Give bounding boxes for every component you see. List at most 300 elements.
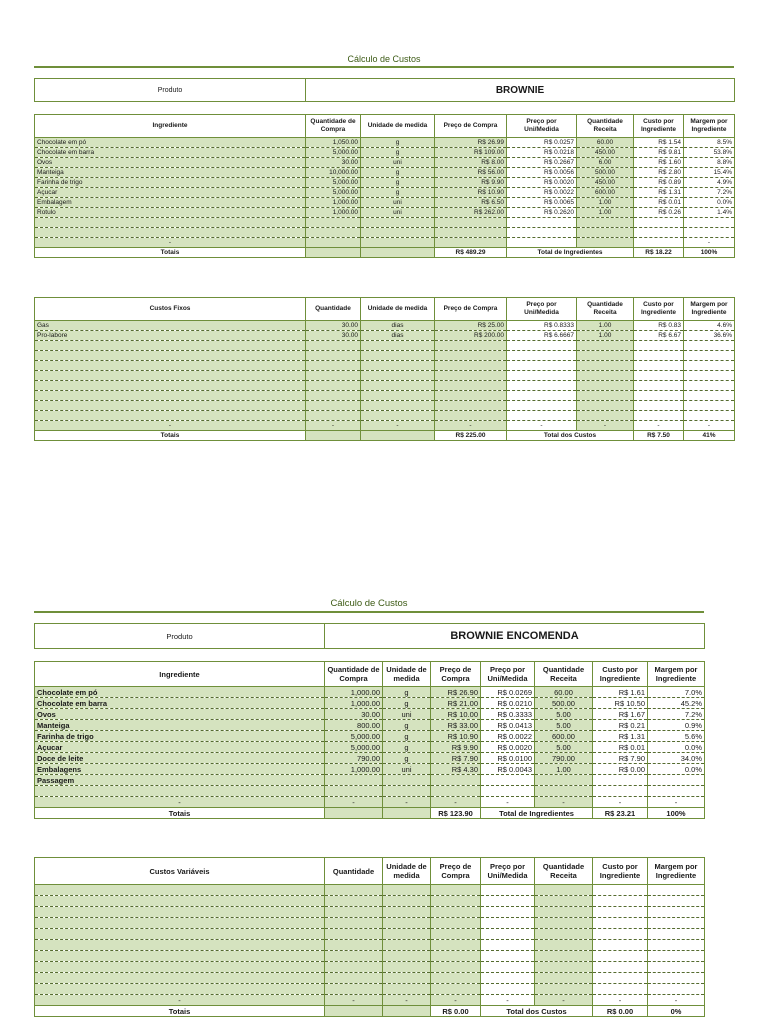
table-cell[interactable] [507, 391, 577, 401]
table-cell[interactable]: uni [361, 198, 435, 208]
table-cell[interactable]: 7.2% [648, 709, 705, 720]
table-cell[interactable] [361, 391, 435, 401]
table-cell[interactable] [361, 228, 435, 238]
table-cell[interactable] [35, 218, 306, 228]
table-cell[interactable] [383, 973, 431, 984]
table-cell[interactable]: 30.00 [306, 321, 361, 331]
table-cell[interactable] [383, 984, 431, 995]
table-cell[interactable] [35, 918, 325, 929]
table-cell[interactable] [481, 951, 535, 962]
table-cell[interactable]: g [361, 168, 435, 178]
table-cell[interactable]: Manteiga [35, 168, 306, 178]
table-cell[interactable] [35, 951, 325, 962]
table-cell[interactable]: R$ 0.0257 [507, 138, 577, 148]
table-cell[interactable] [634, 228, 684, 238]
table-cell[interactable] [325, 885, 383, 896]
table-cell[interactable]: 5.00 [535, 709, 593, 720]
table-cell[interactable]: 500.00 [577, 168, 634, 178]
table-cell[interactable] [684, 381, 735, 391]
table-cell[interactable] [35, 896, 325, 907]
table-cell[interactable] [383, 940, 431, 951]
table-cell[interactable] [577, 341, 634, 351]
table-cell[interactable]: Farinha de trigo [35, 731, 325, 742]
table-cell[interactable]: R$ 33.00 [431, 720, 481, 731]
table-cell[interactable]: 790.00 [325, 753, 383, 764]
table-cell[interactable]: dias [361, 321, 435, 331]
table-cell[interactable] [481, 929, 535, 940]
table-cell[interactable]: - [325, 797, 383, 808]
table-cell[interactable] [383, 962, 431, 973]
table-cell[interactable] [481, 896, 535, 907]
table-cell[interactable] [35, 984, 325, 995]
table-cell[interactable] [481, 907, 535, 918]
table-cell[interactable] [535, 962, 593, 973]
table-cell[interactable] [431, 951, 481, 962]
table-cell[interactable] [435, 341, 507, 351]
table-cell[interactable] [684, 218, 735, 228]
table-cell[interactable]: 450.00 [577, 148, 634, 158]
table-cell[interactable]: R$ 21.00 [431, 698, 481, 709]
table-cell[interactable] [435, 218, 507, 228]
table-cell[interactable] [593, 962, 648, 973]
table-cell[interactable] [593, 907, 648, 918]
table-cell[interactable]: g [361, 148, 435, 158]
table-cell[interactable]: R$ 0.0020 [481, 742, 535, 753]
table-cell[interactable] [634, 381, 684, 391]
table-cell[interactable] [325, 907, 383, 918]
table-cell[interactable] [361, 361, 435, 371]
table-cell[interactable]: 34.0% [648, 753, 705, 764]
table-cell[interactable]: R$ 0.2620 [507, 208, 577, 218]
table-cell[interactable] [577, 401, 634, 411]
table-cell[interactable]: Chocolate em pó [35, 687, 325, 698]
table-cell[interactable] [507, 401, 577, 411]
table-cell[interactable]: g [383, 753, 431, 764]
product-name[interactable]: BROWNIE ENCOMENDA [325, 624, 705, 649]
table-cell[interactable]: R$ 200.00 [435, 331, 507, 341]
table-cell[interactable] [325, 775, 383, 786]
table-cell[interactable]: R$ 0.0218 [507, 148, 577, 158]
table-cell[interactable]: 1.00 [577, 321, 634, 331]
table-cell[interactable]: 7.2% [684, 188, 735, 198]
table-cell[interactable] [361, 218, 435, 228]
table-cell[interactable]: R$ 0.2667 [507, 158, 577, 168]
table-cell[interactable]: 36.6% [684, 331, 735, 341]
table-cell[interactable] [35, 361, 306, 371]
table-cell[interactable]: 1.00 [577, 198, 634, 208]
table-cell[interactable]: - [535, 797, 593, 808]
table-cell[interactable]: - [35, 421, 306, 431]
table-cell[interactable]: 5,000.00 [306, 188, 361, 198]
table-cell[interactable] [648, 786, 705, 797]
table-cell[interactable]: - [684, 421, 735, 431]
table-cell[interactable]: 5.00 [535, 720, 593, 731]
table-cell[interactable]: 600.00 [535, 731, 593, 742]
table-cell[interactable] [435, 391, 507, 401]
table-cell[interactable] [435, 361, 507, 371]
table-cell[interactable] [431, 786, 481, 797]
table-cell[interactable] [507, 411, 577, 421]
table-cell[interactable]: 1,050.00 [306, 138, 361, 148]
table-cell[interactable]: R$ 0.01 [634, 198, 684, 208]
table-cell[interactable]: R$ 0.0056 [507, 168, 577, 178]
table-cell[interactable]: R$ 0.0022 [507, 188, 577, 198]
table-cell[interactable]: g [361, 138, 435, 148]
product-name[interactable]: BROWNIE [306, 79, 735, 102]
table-cell[interactable] [325, 918, 383, 929]
table-cell[interactable]: R$ 1.54 [634, 138, 684, 148]
table-cell[interactable] [648, 973, 705, 984]
table-cell[interactable]: 600.00 [577, 188, 634, 198]
table-cell[interactable] [507, 228, 577, 238]
table-cell[interactable]: - [361, 421, 435, 431]
table-cell[interactable]: Farinha de trigo [35, 178, 306, 188]
table-cell[interactable]: Gas [35, 321, 306, 331]
table-cell[interactable] [535, 896, 593, 907]
table-cell[interactable]: R$ 0.00 [593, 764, 648, 775]
table-cell[interactable]: Chocolate em barra [35, 148, 306, 158]
table-cell[interactable]: 1,000.00 [325, 764, 383, 775]
table-cell[interactable]: Rotulo [35, 208, 306, 218]
table-cell[interactable]: 15.4% [684, 168, 735, 178]
table-cell[interactable]: 8.8% [684, 158, 735, 168]
table-cell[interactable] [507, 351, 577, 361]
table-cell[interactable] [634, 238, 684, 248]
table-cell[interactable]: Chocolate em pó [35, 138, 306, 148]
table-cell[interactable] [481, 786, 535, 797]
table-cell[interactable]: R$ 1.67 [593, 709, 648, 720]
table-cell[interactable]: R$ 6.6667 [507, 331, 577, 341]
table-cell[interactable]: 800.00 [325, 720, 383, 731]
table-cell[interactable]: 6.00 [577, 158, 634, 168]
table-cell[interactable]: Ovos [35, 158, 306, 168]
table-cell[interactable] [435, 411, 507, 421]
table-cell[interactable]: Passagem [35, 775, 325, 786]
table-cell[interactable] [435, 371, 507, 381]
table-cell[interactable] [35, 381, 306, 391]
table-cell[interactable] [577, 218, 634, 228]
table-cell[interactable] [325, 962, 383, 973]
table-cell[interactable]: 0.0% [684, 198, 735, 208]
table-cell[interactable] [535, 786, 593, 797]
table-cell[interactable] [634, 401, 684, 411]
table-cell[interactable]: 30.00 [306, 158, 361, 168]
table-cell[interactable] [535, 907, 593, 918]
table-cell[interactable] [325, 929, 383, 940]
table-cell[interactable]: R$ 7.90 [431, 753, 481, 764]
table-cell[interactable] [481, 940, 535, 951]
table-cell[interactable] [593, 984, 648, 995]
table-cell[interactable] [577, 371, 634, 381]
table-cell[interactable]: 790.00 [535, 753, 593, 764]
table-cell[interactable]: g [361, 178, 435, 188]
table-cell[interactable] [306, 351, 361, 361]
table-cell[interactable] [593, 775, 648, 786]
table-cell[interactable]: R$ 26.90 [431, 687, 481, 698]
table-cell[interactable] [35, 391, 306, 401]
table-cell[interactable] [593, 929, 648, 940]
table-cell[interactable] [325, 940, 383, 951]
table-cell[interactable]: - [431, 995, 481, 1006]
table-cell[interactable] [435, 228, 507, 238]
table-cell[interactable] [431, 940, 481, 951]
table-cell[interactable] [325, 951, 383, 962]
table-cell[interactable]: R$ 1.60 [634, 158, 684, 168]
table-cell[interactable]: - [648, 995, 705, 1006]
table-cell[interactable]: R$ 56.00 [435, 168, 507, 178]
table-cell[interactable] [648, 951, 705, 962]
table-cell[interactable]: - [481, 995, 535, 1006]
table-cell[interactable]: R$ 0.83 [634, 321, 684, 331]
table-cell[interactable]: Doce de leite [35, 753, 325, 764]
table-cell[interactable]: g [361, 188, 435, 198]
table-cell[interactable] [35, 411, 306, 421]
table-cell[interactable]: Embalagem [35, 198, 306, 208]
table-cell[interactable]: 53.8% [684, 148, 735, 158]
table-cell[interactable] [35, 401, 306, 411]
table-cell[interactable]: 1.4% [684, 208, 735, 218]
table-cell[interactable]: - [684, 238, 735, 248]
table-cell[interactable]: dias [361, 331, 435, 341]
table-cell[interactable] [361, 371, 435, 381]
table-cell[interactable] [306, 228, 361, 238]
table-cell[interactable] [306, 218, 361, 228]
table-cell[interactable] [431, 962, 481, 973]
table-cell[interactable]: 1.00 [535, 764, 593, 775]
table-cell[interactable]: R$ 9.90 [435, 178, 507, 188]
table-cell[interactable]: R$ 10.00 [431, 709, 481, 720]
table-cell[interactable] [593, 940, 648, 951]
table-cell[interactable] [35, 962, 325, 973]
table-cell[interactable]: Pro-labore [35, 331, 306, 341]
table-cell[interactable]: g [383, 698, 431, 709]
table-cell[interactable] [507, 238, 577, 248]
table-cell[interactable] [35, 351, 306, 361]
table-cell[interactable] [383, 885, 431, 896]
table-cell[interactable] [648, 984, 705, 995]
table-cell[interactable] [507, 371, 577, 381]
table-cell[interactable]: 0.9% [648, 720, 705, 731]
table-cell[interactable] [306, 371, 361, 381]
table-cell[interactable] [535, 940, 593, 951]
table-cell[interactable]: - [431, 797, 481, 808]
table-cell[interactable]: R$ 9.81 [634, 148, 684, 158]
table-cell[interactable] [535, 951, 593, 962]
table-cell[interactable] [634, 361, 684, 371]
table-cell[interactable]: 0.0% [648, 764, 705, 775]
table-cell[interactable]: uni [383, 764, 431, 775]
table-cell[interactable] [35, 973, 325, 984]
table-cell[interactable] [593, 973, 648, 984]
table-cell[interactable]: R$ 0.0210 [481, 698, 535, 709]
table-cell[interactable] [306, 391, 361, 401]
table-cell[interactable]: 500.00 [535, 698, 593, 709]
table-cell[interactable] [306, 401, 361, 411]
table-cell[interactable] [306, 238, 361, 248]
table-cell[interactable] [435, 381, 507, 391]
table-cell[interactable]: Embalagens [35, 764, 325, 775]
table-cell[interactable] [435, 401, 507, 411]
table-cell[interactable] [481, 984, 535, 995]
table-cell[interactable]: R$ 10.90 [431, 731, 481, 742]
table-cell[interactable] [684, 411, 735, 421]
table-cell[interactable] [684, 371, 735, 381]
table-cell[interactable] [535, 775, 593, 786]
table-cell[interactable] [684, 228, 735, 238]
table-cell[interactable]: - [435, 421, 507, 431]
table-cell[interactable]: R$ 1.31 [593, 731, 648, 742]
table-cell[interactable] [35, 228, 306, 238]
table-cell[interactable]: - [648, 797, 705, 808]
table-cell[interactable] [535, 885, 593, 896]
table-cell[interactable] [577, 411, 634, 421]
table-cell[interactable]: 1,000.00 [325, 687, 383, 698]
table-cell[interactable] [431, 929, 481, 940]
table-cell[interactable] [481, 973, 535, 984]
table-cell[interactable]: uni [361, 208, 435, 218]
table-cell[interactable] [35, 341, 306, 351]
table-cell[interactable]: 1.00 [577, 331, 634, 341]
table-cell[interactable] [577, 228, 634, 238]
table-cell[interactable]: - [535, 995, 593, 1006]
table-cell[interactable] [383, 929, 431, 940]
table-cell[interactable]: - [507, 421, 577, 431]
table-cell[interactable] [593, 918, 648, 929]
table-cell[interactable] [507, 361, 577, 371]
table-cell[interactable] [361, 401, 435, 411]
table-cell[interactable]: 60.00 [535, 687, 593, 698]
table-cell[interactable] [577, 381, 634, 391]
table-cell[interactable] [535, 918, 593, 929]
table-cell[interactable] [648, 907, 705, 918]
table-cell[interactable] [361, 238, 435, 248]
table-cell[interactable] [684, 391, 735, 401]
table-cell[interactable] [325, 973, 383, 984]
table-cell[interactable] [634, 218, 684, 228]
table-cell[interactable] [35, 786, 325, 797]
table-cell[interactable] [481, 885, 535, 896]
table-cell[interactable]: 5,000.00 [306, 148, 361, 158]
table-cell[interactable]: Manteiga [35, 720, 325, 731]
table-cell[interactable] [361, 351, 435, 361]
table-cell[interactable]: g [383, 720, 431, 731]
table-cell[interactable] [431, 896, 481, 907]
table-cell[interactable] [634, 391, 684, 401]
table-cell[interactable]: 45.2% [648, 698, 705, 709]
table-cell[interactable]: 1,000.00 [306, 198, 361, 208]
table-cell[interactable] [306, 361, 361, 371]
table-cell[interactable] [361, 341, 435, 351]
table-cell[interactable] [383, 951, 431, 962]
table-cell[interactable] [383, 896, 431, 907]
table-cell[interactable]: 0.0% [648, 742, 705, 753]
table-cell[interactable] [535, 973, 593, 984]
table-cell[interactable]: - [634, 421, 684, 431]
table-cell[interactable]: - [35, 995, 325, 1006]
table-cell[interactable] [481, 775, 535, 786]
table-cell[interactable] [634, 341, 684, 351]
table-cell[interactable]: R$ 4.30 [431, 764, 481, 775]
table-cell[interactable]: R$ 10.50 [593, 698, 648, 709]
table-cell[interactable]: 8.5% [684, 138, 735, 148]
table-cell[interactable]: R$ 262.00 [435, 208, 507, 218]
table-cell[interactable]: g [383, 731, 431, 742]
table-cell[interactable]: 5.00 [535, 742, 593, 753]
table-cell[interactable] [648, 929, 705, 940]
table-cell[interactable]: 4.6% [684, 321, 735, 331]
table-cell[interactable] [35, 940, 325, 951]
table-cell[interactable]: 5,000.00 [325, 731, 383, 742]
table-cell[interactable] [306, 411, 361, 421]
table-cell[interactable] [634, 351, 684, 361]
table-cell[interactable]: - [593, 797, 648, 808]
table-cell[interactable] [684, 341, 735, 351]
table-cell[interactable] [361, 411, 435, 421]
table-cell[interactable]: R$ 0.0043 [481, 764, 535, 775]
table-cell[interactable] [306, 341, 361, 351]
table-cell[interactable]: 30.00 [306, 331, 361, 341]
table-cell[interactable]: R$ 0.01 [593, 742, 648, 753]
table-cell[interactable]: - [577, 421, 634, 431]
table-cell[interactable]: - [35, 238, 306, 248]
table-cell[interactable] [361, 381, 435, 391]
table-cell[interactable] [325, 984, 383, 995]
table-cell[interactable]: R$ 109.00 [435, 148, 507, 158]
table-cell[interactable] [325, 786, 383, 797]
table-cell[interactable]: 7.0% [648, 687, 705, 698]
table-cell[interactable]: 450.00 [577, 178, 634, 188]
table-cell[interactable]: R$ 10.90 [435, 188, 507, 198]
table-cell[interactable]: 1,000.00 [306, 208, 361, 218]
table-cell[interactable]: Chocolate em barra [35, 698, 325, 709]
table-cell[interactable]: R$ 0.0100 [481, 753, 535, 764]
table-cell[interactable] [383, 907, 431, 918]
table-cell[interactable]: R$ 7.90 [593, 753, 648, 764]
table-cell[interactable]: R$ 8.00 [435, 158, 507, 168]
table-cell[interactable] [507, 381, 577, 391]
table-cell[interactable]: - [306, 421, 361, 431]
table-cell[interactable] [648, 918, 705, 929]
table-cell[interactable]: 5.6% [648, 731, 705, 742]
table-cell[interactable]: R$ 0.21 [593, 720, 648, 731]
table-cell[interactable] [648, 775, 705, 786]
table-cell[interactable]: R$ 0.26 [634, 208, 684, 218]
table-cell[interactable] [431, 885, 481, 896]
table-cell[interactable]: - [383, 797, 431, 808]
table-cell[interactable]: R$ 1.61 [593, 687, 648, 698]
table-cell[interactable] [507, 218, 577, 228]
table-cell[interactable]: R$ 9.90 [431, 742, 481, 753]
table-cell[interactable] [383, 918, 431, 929]
table-cell[interactable]: R$ 0.8333 [507, 321, 577, 331]
table-cell[interactable] [577, 361, 634, 371]
table-cell[interactable]: g [383, 742, 431, 753]
table-cell[interactable]: 4.9% [684, 178, 735, 188]
table-cell[interactable]: 1,000.00 [325, 698, 383, 709]
table-cell[interactable] [648, 962, 705, 973]
table-cell[interactable]: Açucar [35, 742, 325, 753]
table-cell[interactable] [535, 984, 593, 995]
table-cell[interactable] [648, 940, 705, 951]
table-cell[interactable] [634, 411, 684, 421]
table-cell[interactable] [325, 896, 383, 907]
table-cell[interactable] [35, 885, 325, 896]
table-cell[interactable]: R$ 0.0413 [481, 720, 535, 731]
table-cell[interactable]: R$ 0.0020 [507, 178, 577, 188]
table-cell[interactable]: - [325, 995, 383, 1006]
table-cell[interactable]: 5,000.00 [306, 178, 361, 188]
table-cell[interactable]: g [383, 687, 431, 698]
